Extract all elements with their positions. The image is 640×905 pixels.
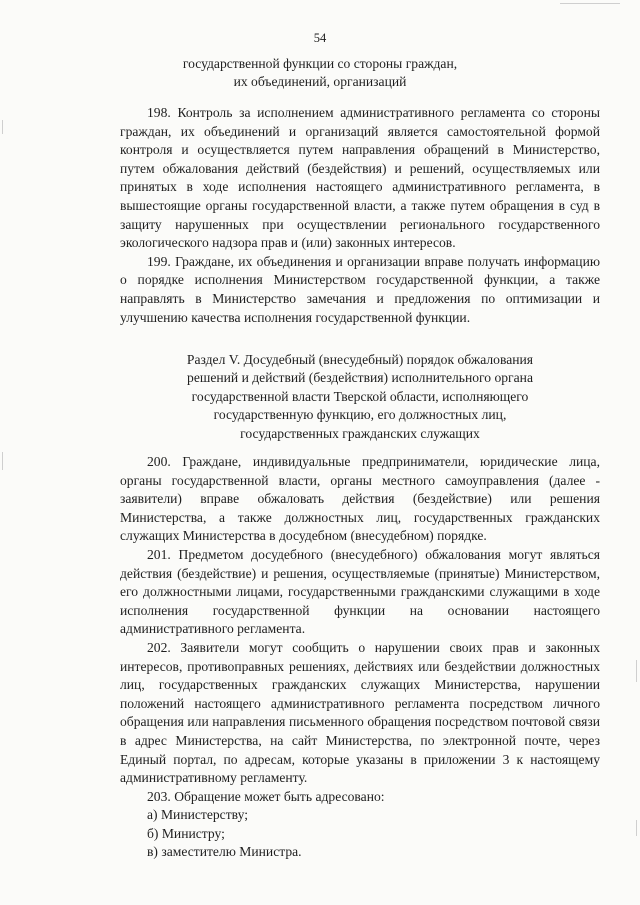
scan-artifact [636,660,637,682]
scan-artifact [2,452,3,470]
continued-title-line-2: их объединений, организаций [233,74,407,89]
scan-artifact [560,3,620,4]
list-item-c: в) заместителю Министра. [147,844,302,860]
paragraph-group-oversight [120,104,600,327]
paragraph-group-appeal [120,453,600,862]
section-v-title [130,351,590,443]
paragraph-200: 200. Граждане, индивидуальные предприниматели, юридические лица, органы государственной власти, органы местного самоуправления (далее - заявители) вправе обжаловать действия (бездействие) или решения Министерства, а также должностных лиц, государственных гражданских служащих Министерства в досудебном (внесудебном) порядке. [120,454,600,544]
continued-subsection-title [110,55,530,91]
paragraph-201: 201. Предметом досудебного (внесудебного) обжалования могут являться действия (бездействие) и решения, осуществляемые (принятые) Министерством, его должностными лицами, государственными гражданскими служащими в ходе исполнения государственной функции на основании настоящего административного регламента. [120,546,600,637]
paragraph-198: 198. Контроль за исполнением административного регламента со стороны граждан, их объединений и организаций является самостоятельной формой контроля и осуществляется путем направления обращений в Министерство, путем обжалования действий (бездействия) и решений, осуществляемых или принятых в ходе исполнения настоящего административного регламента, в вышестоящие органы государственной власти, а также путем обращения в суд в защиту нарушенных при осуществлении регионального государственного экологического надзора прав и (или) законных интересов. [120,105,600,251]
page-number: 54 [313,31,327,45]
continued-title-line-1: государственной функции со стороны граждан, [182,56,458,71]
list-item-b: б) Министру; [147,825,225,841]
list-item-a: а) Министерству; [147,807,248,823]
paragraph-202: 202. Заявители могут сообщить о нарушении своих прав и законных интересов, противоправных решениях, действиях или бездействии должностных лиц, государственных гражданских служащих Министерства, нарушении положений настоящего административного регламента посредством личного обращения или направления письменного обращения посредством почтовой связи в адрес Министерства, на сайт Министерства, по электронной почте, через Единый портал, по адресам, которые указаны в приложении 3 к настоящему административному регламенту. [120,639,600,786]
paragraph-199: 199. Граждане, их объединения и организации вправе получать информацию о порядке исполнения Министерством государственной функции, а также направлять в Министерство замечания и предложения по оптимизации и улучшению качества исполнения государственной функции. [120,253,600,325]
scan-artifact [2,120,3,134]
section-title-line-1: Раздел V. Досудебный (внесудебный) порядок обжалования [186,352,534,367]
section-title-line-2: решений и действий (бездействия) исполнительного органа [187,370,533,386]
section-title-line-4: государственную функцию, его должностных лиц, [213,407,507,423]
section-title-line-5: государственных гражданских служащих [240,425,480,441]
paragraph-203: 203. Обращение может быть адресовано: [147,788,385,804]
section-title-line-3: государственной власти Тверской области, исполняющего [191,388,529,404]
scan-artifact [636,820,637,836]
